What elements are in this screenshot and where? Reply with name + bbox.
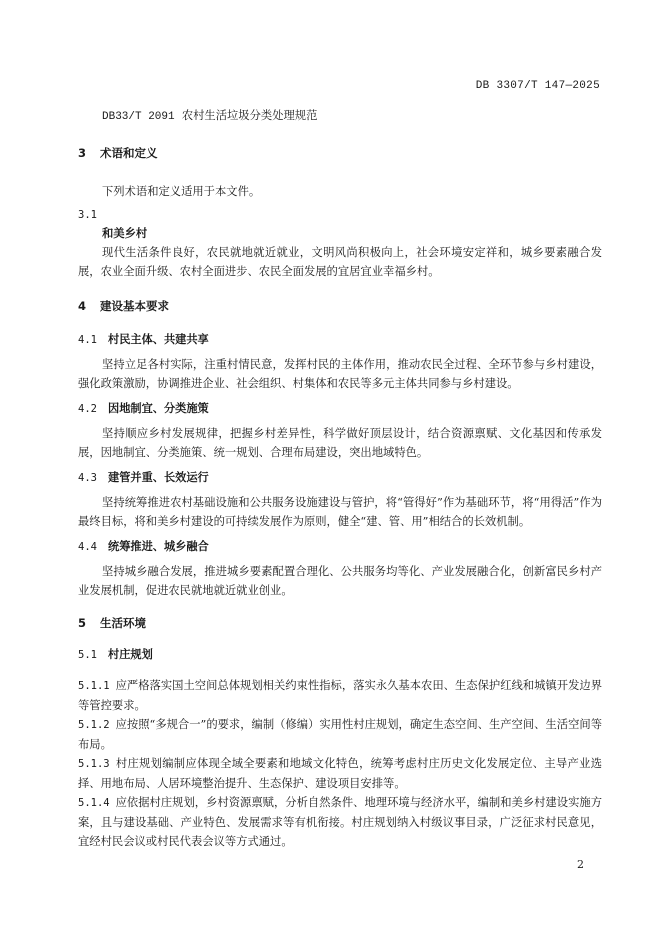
term-number: 3.1	[78, 209, 97, 221]
subsection-4-3-heading: 4.3 建管并重、长效运行	[78, 471, 209, 484]
subsection-4-3-text: 坚持统筹推进农村基础设施和公共服务设施建设与管护，将“管得好”作为基础环节，将“用得活”作为最终目标，将和美乡村建设的可持续发展作为原则，健全“建、管、用”相结合的长效机制。	[78, 496, 602, 528]
normative-reference	[102, 106, 602, 126]
subsection-4-1-text: 坚持立足各村实际，注重村情民意，发挥村民的主体作用，推动农民全过程、全环节参与乡村建设，强化政策激励，协调推进企业、社会组织、村集体和农民等多元主体共同参与乡村建设。	[78, 358, 602, 390]
clause-5-1-1: 5.1.1 应严格落实国土空间总体规划相关约束性指标，落实永久基本农田、生态保护红线和城镇开发边界等管控要求。	[78, 679, 602, 712]
subsection-4-2-heading: 4.2 因地制宜、分类施策	[78, 402, 209, 415]
subsection-4-4-text: 坚持城乡融合发展，推进城乡要素配置合理化、公共服务均等化、产业发展融合化，创新富民乡村产业发展机制，促进农民就地就近就业创业。	[78, 565, 602, 597]
clause-5-1-2: 5.1.2 应按照“多规合一”的要求，编制（修编）实用性村庄规划，确定生态空间、生产空间、生活空间等布局。	[78, 718, 602, 751]
section-4-heading: 4 建设基本要求	[78, 299, 169, 313]
reference-code: DB33/T 2091	[102, 111, 175, 123]
subsection-4-1-heading: 4.1 村民主体、共建共享	[78, 333, 209, 346]
section-3-intro: 下列术语和定义适用于本文件。	[102, 185, 261, 198]
page-number: 2	[577, 858, 584, 871]
term-definition: 现代生活条件良好，农民就地就近就业，文明风尚积极向上，社会环境安定祥和，城乡要素融合发展，农业全面升级、农村全面进步、农民全面发展的宜居宜业幸福乡村。	[78, 246, 602, 278]
document-body	[78, 106, 602, 851]
clause-5-1-4: 5.1.4 应依据村庄规划，乡村资源禀赋，分析自然条件、地理环境与经济水平，编制和美乡村建设实施方案，且与建设基础、产业特色、发展需求等有机衔接。村庄规划纳入村级议事目录，广泛征求村民意见，宜经村民会议或村民代表会议等方式通过。	[78, 796, 602, 848]
document-number: DB 3307/T 147—2025	[475, 80, 600, 92]
reference-title: 农村生活垃圾分类处理规范	[181, 109, 318, 122]
subsection-4-4-heading: 4.4 统筹推进、城乡融合	[78, 540, 209, 553]
term-name: 和美乡村	[102, 227, 148, 240]
subsection-5-1-heading: 5.1 村庄规划	[78, 648, 153, 661]
clause-5-1-3: 5.1.3 村庄规划编制应体现全域全要素和地域文化特色，统筹考虑村庄历史文化发展定位、主导产业选择、用地布局、人居环境整治提升、生态保护、建设项目安排等。	[78, 757, 602, 790]
section-5-heading: 5 生活环境	[78, 616, 146, 630]
section-3-heading: 3 术语和定义	[78, 146, 158, 160]
subsection-4-2-text: 坚持顺应乡村发展规律，把握乡村差异性，科学做好顶层设计，结合资源禀赋、文化基因和传承发展，因地制宜、分类施策、统一规划、合理布局建设，突出地域特色。	[78, 427, 602, 459]
